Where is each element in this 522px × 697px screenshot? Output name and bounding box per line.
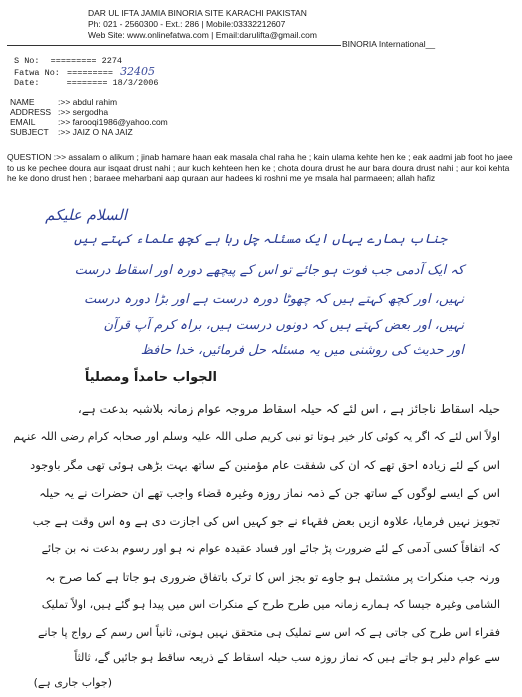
question-label: QUESTION :>> bbox=[7, 152, 67, 162]
answer-line: فقراء اس طرح کی جاتی ہے کہ اس سے تملیک ہی متحقق نہیں ہوتی، ثانیاً اس رسم کے رواج پا جانے bbox=[38, 626, 500, 639]
handwritten-question-line: نہیں، اور کچھ کہتے ہیں کہ چھوٹا دورہ درست ہے اور بڑا دورہ درست bbox=[83, 292, 464, 307]
answer-line: اولاً اس لئے کہ اگر یہ کوئی کار خیر ہوتا تو نبی کریم صلی اللہ علیہ وسلم اور صحابہ کرام رضی اللہ عنہم bbox=[13, 430, 500, 443]
letterhead-web-line: Web Site: www.onlinefatwa.com | Email:darulifta@gmail.com bbox=[88, 30, 317, 40]
answer-line: حیلہ اسقاط ناجائز ہے ، اس لئے کہ حیلہ اسقاط مروجہ عوام زمانہ بلاشبہ بدعت ہے، bbox=[77, 402, 500, 416]
fatwa-number-label: Fatwa No: bbox=[14, 68, 60, 78]
address-label: ADDRESS bbox=[10, 107, 52, 117]
email-value: :>> farooqi1986@yahoo.com bbox=[58, 117, 168, 127]
name-label: NAME bbox=[10, 97, 35, 107]
answer-line: کہ اتفاقاً کسی آدمی کے لئے ضرورت پڑ جائے اور فساد عقیدہ عوام نہ ہو اور رسوم بدعت نہ بن جائے bbox=[41, 542, 500, 555]
answer-heading: الجواب حامداً ومصلیاً bbox=[84, 370, 217, 385]
answer-line: ورنہ جب منکرات پر مشتمل ہو جاوے تو بجز اس کا ترک باتفاق ضروری ہو جاتا ہے کما صرح بہ bbox=[45, 570, 500, 584]
serial-number-value: ========= 2274 bbox=[50, 56, 123, 66]
letterhead-phone-line: Ph: 021 - 2560300 - Ext.: 286 | Mobile:03332212607 bbox=[88, 19, 286, 29]
name-row bbox=[10, 97, 117, 107]
date-label: Date: bbox=[14, 78, 40, 88]
address-value: :>> sergodha bbox=[58, 107, 109, 117]
date-row bbox=[14, 78, 158, 88]
handwritten-question-line: نہیں، اور بعض کہتے ہیں کہ دونوں درست ہیں، براہ کرم آپ قرآن bbox=[103, 318, 464, 333]
continued-note: (جواب جاری ہے) bbox=[33, 676, 112, 689]
fatwa-number-row bbox=[14, 67, 155, 78]
address-row bbox=[10, 107, 108, 117]
name-value: :>> abdul rahim bbox=[58, 97, 118, 107]
answer-line: الشامی وغیرہ جیسا کہ ہمارے زمانہ میں طرح طرح کے منکرات اس میں پیدا ہو گئے ہیں، اولاً تملیک bbox=[41, 598, 500, 611]
handwritten-question-line: جناب ہمارے یہاں ایک مسئلہ چل رہا ہے کچھ علماء کہتے ہیں bbox=[74, 232, 447, 247]
subject-row bbox=[10, 127, 133, 137]
subject-value: :>> JAIZ O NA JAIZ bbox=[58, 127, 133, 137]
org-name: BINORIA International__ bbox=[342, 39, 436, 49]
email-row bbox=[10, 117, 168, 127]
letterhead-org-line: DAR UL IFTA JAMIA BINORIA SITE KARACHI PAKISTAN bbox=[88, 8, 307, 18]
subject-label: SUBJECT bbox=[10, 127, 49, 137]
question-text: assalam o alikum ; jinab hamare haan eak masala chal raha he ; kain ulama kehte hen ke ; eak aadmi jab foot ho jaee to us ke pechee doura aur isqaat drust nahi ; aur kuch kehteen hen ke ; chota doura drust he aur bara doura drust nahi ; aur koi kehta he ke dono drust hen ; baraee meharbani aap quraan aur hadees ki roshni me ye msala hal parmaeen; allah hafiz bbox=[7, 152, 513, 183]
answer-line: اس کے لئے زیادہ احق تھے کہ ان کی شفقت عام مؤمنین کے ساتھ بہت بڑھی ہوئی تھی مگر باوجود bbox=[30, 458, 500, 472]
date-value: ======== 18/3/2006 bbox=[66, 78, 159, 88]
handwritten-question-line: کہ ایک آدمی جب فوت ہو جائے تو اس کے پیچھے دورہ اور اسقاط درست bbox=[74, 263, 464, 278]
answer-line: سے عوام دلیر ہو جاتے ہیں کہ نماز روزہ سب حیلہ اسقاط کے ذریعہ ساقط ہو جائیں گے، ثالثاً bbox=[74, 651, 500, 664]
serial-number-label: S No: bbox=[14, 56, 40, 66]
serial-number-row bbox=[14, 56, 122, 66]
email-label: EMAIL bbox=[10, 117, 36, 127]
header-rule bbox=[7, 45, 341, 46]
fatwa-number-handwritten: 32405 bbox=[120, 65, 156, 78]
handwritten-greeting: السلام علیکم bbox=[45, 206, 127, 224]
answer-line: اس کے ایسے لوگوں کے ساتھ جن کے ذمہ نماز روزہ وغیرہ قضاء واجب تھے ان حضرات نے یہ حیلہ bbox=[39, 486, 500, 500]
question-block bbox=[7, 152, 515, 184]
answer-line: تجویز نہیں فرمایا، علاوہ ازیں بعض فقہاء نے جو کہیں اس کی اجازت دی ہے وہ اس وقت ہے جب bbox=[32, 514, 500, 528]
fatwa-number-value: ========= bbox=[67, 68, 113, 78]
handwritten-question-line: اور حدیث کی روشنی میں یہ مسئلہ حل فرمائیں، خدا حافظ bbox=[140, 343, 464, 358]
